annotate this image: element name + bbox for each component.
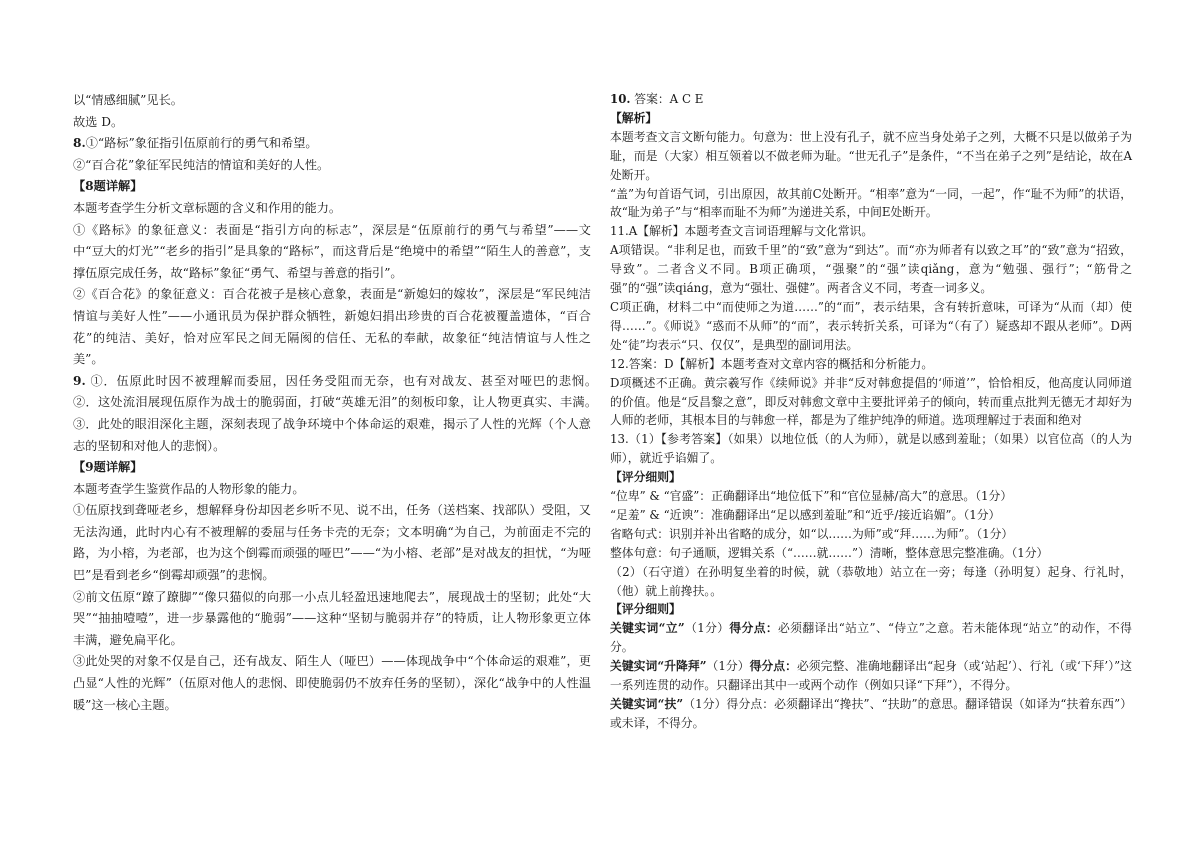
paragraph: ①伍原找到聋哑老乡，想解释身份却因老乡听不见、说不出，任务（送档案、找部队）受阻，又无法沟通，此时内心有不被理解的委屈与任务卡壳的无奈；文本明确“为自己，为前面走不完的路，为小榕，为老部，也为这个倒霉而顽强的哑巴”——“为小榕、老部”是对战友的担忧，“为哑巴”是看到老乡“倒霉却顽强”的悲悯。 bbox=[73, 503, 591, 583]
question-12-line: 12.答案：D【解析】本题考查对文章内容的概括和分析能力。 bbox=[610, 356, 934, 371]
paragraph: “盖”为句首语气词，引出原因，故其前C处断开。“相率”意为“一同，一起”，作“耻不为师”的状语，故“耻为弟子”与“相率而耻不为师”为递进关系，中间E处断开。 bbox=[610, 186, 1132, 220]
paragraph: 本题考查学生鉴赏作品的人物形象的能力。 bbox=[73, 481, 305, 496]
question-10-answer bbox=[610, 90, 1132, 109]
question-number: 10. bbox=[610, 92, 631, 106]
section-heading: 【解析】 bbox=[610, 110, 658, 125]
keyword-term: “升降拜” bbox=[657, 659, 707, 674]
section-heading: 【8题详解】 bbox=[73, 179, 143, 194]
keyword-score: （1分） bbox=[706, 659, 750, 674]
section-heading: 【9题详解】 bbox=[73, 460, 143, 475]
scoring-rule: 整体句意：句子通顺，逻辑关系（“……就……”）清晰，整体意思完整准确。（1分） bbox=[610, 545, 1049, 560]
text-line: 以“情感细腻”见长。 bbox=[73, 93, 183, 107]
question-13-answer-1: 13.（1）【参考答案】（如果）以地位低（的人为师），就是以感到羞耻；（如果）以官位高（的人为师），就近乎谄媚了。 bbox=[610, 432, 1132, 466]
keyword-label: 关键实词 bbox=[610, 659, 658, 674]
question-number: 8. bbox=[73, 136, 86, 151]
keyword-label: 关键实词 bbox=[610, 697, 658, 711]
keyword-rule bbox=[610, 619, 1132, 657]
paragraph: D项概述不正确。黄宗羲写作《续师说》并非“反对韩愈提倡的‘师道’”，恰恰相反，他高度认同师道的价值。他是“反昌黎之意”，即反对韩愈文章中主要批评弟子的倾向，转而重点批判无德无才却好为人师的老师，其根本目的与韩愈一样，都是为了维护纯净的师道。选项理解过于表面和绝对 bbox=[610, 375, 1132, 428]
keyword-points-label: 得分点： bbox=[729, 621, 779, 636]
question-9-answer bbox=[73, 371, 604, 457]
left-column bbox=[73, 90, 604, 716]
answer-text: 答案：A C E bbox=[634, 92, 704, 106]
answer-text: ①“路标”象征指引伍原前行的勇气和希望。 bbox=[85, 136, 318, 151]
keyword-label: 关键实词 bbox=[610, 621, 659, 636]
keyword-rule bbox=[610, 695, 1132, 733]
keyword-text: （1分）得分点：必须翻译出“搀扶”、“扶助”的意思。翻译错误（如译为“扶着东西”）或未译，不得分。 bbox=[610, 697, 1132, 730]
scoring-rule: “足羞” & “近谀”：准确翻译出“足以感到羞耻”和“近乎/接近谄媚”。（1分） bbox=[610, 507, 1001, 522]
scoring-rule: 省略句式：识别并补出省略的成分，如“以……为师”或“拜……为师”。（1分） bbox=[610, 526, 1014, 541]
right-column bbox=[610, 90, 1132, 733]
keyword-rule bbox=[610, 657, 1132, 695]
keyword-text: 必须完整、准确地翻译出“起身（或‘站起’）、行礼（或‘下拜’）”这一系列连贯的动作。只翻译出其中一或两个动作（例如只译“下拜”），不得分。 bbox=[610, 659, 1132, 693]
keyword-term: “扶” bbox=[657, 697, 684, 711]
answer-text: ①．伍原此时因不被理解而委屈，因任务受阻而无奈，也有对战友、甚至对哑巴的悲悯。 ②．这处流泪展现伍原作为战士的脆弱面，打破“英雄无泪”的刻板印象，让人物更真实、丰满。 ③．此处的眼泪深化主题，深刻表现了战争环境中个体命运的艰难，揭示了人性的光辉（个人意志的坚韧和对他人的悲悯）。 bbox=[73, 373, 604, 453]
paragraph: ②前文伍原“蹽了蹽脚”“像只猫似的向那一小点儿轻盈迅速地爬去”，展现战士的坚韧；此处“大哭”“抽抽噎噎”，进一步暴露他的“脆弱”——这种“坚韧与脆弱并存”的特质，让人物形象更立体丰满，避免扁平化。 bbox=[73, 589, 591, 647]
text-line: 故选 D。 bbox=[73, 114, 124, 129]
keyword-score: （1分） bbox=[684, 621, 730, 636]
paragraph: ①《路标》的象征意义：表面是“指引方向的标志”，深层是“伍原前行的勇气与希望”——文中“豆大的灯光”“老乡的指引”是具象的“路标”，而这背后是“绝境中的希望”“陌生人的善意”，支撑伍原完成任务，故“路标”象征“勇气、希望与善意的指引”。 bbox=[73, 222, 591, 280]
keyword-points-label: 得分点： bbox=[749, 659, 797, 674]
scoring-rule: “位卑” & “官盛”：正确翻译出“地位低下”和“官位显赫/高大”的意思。（1分） bbox=[610, 489, 1013, 504]
keyword-text: 必须翻译出“站立”、“侍立”之意。若未能体现“站立”的动作，不得分。 bbox=[610, 621, 1132, 655]
question-8-answer-1 bbox=[73, 133, 591, 155]
paragraph: ③此处哭的对象不仅是自己，还有战友、陌生人（哑巴）——体现战争中“个体命运的艰难”，更凸显“人性的光辉”（伍原对他人的悲悯、即使脆弱仍不放弃任务的坚韧），深化“战争中的人性温暖”这一核心主题。 bbox=[73, 654, 591, 712]
keyword-term: “立” bbox=[658, 621, 685, 636]
paragraph: ②《百合花》的象征意义：百合花被子是核心意象，表面是“新媳妇的嫁妆”，深层是“军民纯洁情谊与美好人性”——小通讯员为保护群众牺牲，新媳妇捐出珍贵的百合花被覆盖遗体，“百合花”的纯洁、美好，恰对应军民之间无隔阂的信任、无私的奉献，故象征“纯洁情谊与人性之美”。 bbox=[73, 287, 591, 367]
paragraph: A项错误。“非利足也，而致千里”的“致”意为“到达”。而“亦为师者有以致之耳”的“致”意为“招致，导致”。二者含义不同。B项正确项，“强聚”的“强”读qiǎng，意为“勉强、强行”；“筋骨之强”的“强”读qiáng，意为“强壮、强健”。两者含义不同，考查一词多义。 bbox=[610, 243, 1132, 296]
question-8-answer-2: ②“百合花”象征军民纯洁的情谊和美好的人性。 bbox=[73, 157, 330, 172]
question-11-line: 11.A【解析】本题考查文言词语理解与文化常识。 bbox=[610, 224, 874, 239]
paragraph: 本题考查文言文断句能力。句意为：世上没有孔子，就不应当身处弟子之列，大概不只是以做弟子为耻，而是（大家）相互领着以不做老师为耻。“世无孔子”是条件，“不当在弟子之列”是结论，故在A处断开。 bbox=[610, 129, 1132, 182]
section-heading: 【评分细则】 bbox=[610, 470, 681, 485]
section-heading: 【评分细则】 bbox=[610, 602, 681, 617]
paragraph: 本题考查学生分析文章标题的含义和作用的能力。 bbox=[73, 200, 342, 215]
question-13-answer-2: （2）（石守道）在孙明复坐着的时候，就（恭敬地）站立在一旁；每逢（孙明复）起身、行礼时，（他）就上前搀扶。。 bbox=[610, 564, 1132, 598]
paragraph: C项正确，材料二中“而使师之为道……”的“而”，表示结果，含有转折意味，可译为“从而（却）使得……”。《师说》“惑而不从师”的“而”，表示转折关系，可译为“（有了）疑惑却不跟从老师”。D两处“徒”均表示“只、仅仅”，是典型的副词用法。 bbox=[610, 299, 1132, 352]
question-number: 9. bbox=[73, 373, 86, 388]
